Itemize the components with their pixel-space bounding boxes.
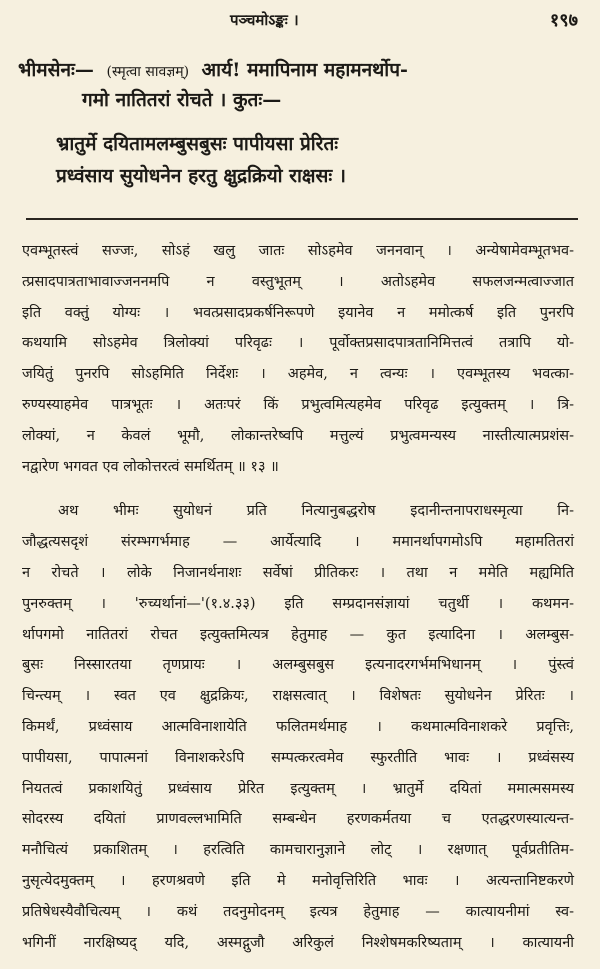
commentary-line: पापीयसा, पापात्मनां विनाशकरेऽपि सम्पत्करत्वमेव स्फुरतीति भावः । प्रध्वंसस्य	[22, 749, 574, 766]
verse-line: प्रध्वंसाय सुयोधनेन हरतु क्षुद्रक्रियो राक्षसः ।	[56, 165, 346, 187]
page-number: १९७	[549, 10, 578, 31]
commentary-line: किमर्थं, प्रध्वंसाय आत्मविनाशायेति फलितमर्थमाह । कथमात्मविनाशकरे प्रवृत्तिः,	[22, 718, 574, 735]
commentary-line: भगिनीं नारक्षिष्यद् यदि, अस्मद्गुजौ अरिकुलं निश्शेषमकरिष्यताम् । कात्यायनी	[22, 934, 574, 951]
commentary-line: न रोचते । लोके निजानर्थनाशः सर्वेषां प्रीतिकरः । तथा न ममेति मह्यमिति	[22, 564, 574, 581]
commentary-line: नियतत्वं प्रकाशयितुं प्रध्वंसाय प्रेरित इत्युक्तम् । भ्रातुर्मे दयितां ममात्मसमस्य	[22, 780, 574, 797]
commentary-line: चिन्त्यम् । स्वत एव क्षुद्रक्रियः, राक्षसत्वात् । विशेषतः सुयोधनेन प्रेरितः ।	[22, 688, 574, 705]
commentary-line: इति वक्तुं योग्यः । भवत्प्रसादप्रकर्षनिरूपणे इयानेव न ममोत्कर्ष इति पुनरपि	[22, 304, 574, 321]
commentary-line: कथयामि सोऽहमेव त्रिलोक्यां परिवृढः । पूर्वोक्तप्रसादपात्रतानिमित्तत्वं तत्रापि यो-	[22, 335, 574, 352]
divider-rule	[26, 218, 578, 220]
verse-block	[18, 56, 588, 192]
commentary-line: प्रतिषेधस्यैवौचित्यम् । कथं तदनुमोदनम् इत्यत्र हेतुमाह — कात्यायनीमां स्व-	[22, 903, 574, 920]
speech-line-1	[18, 56, 588, 86]
commentary-line: अथ भीमः सुयोधनं प्रति नित्यानुबद्धरोष इदानीन्तनापराधस्मृत्या नि-	[58, 503, 574, 520]
commentary-line: नुसृत्येदमुक्तम् । हरणश्रवणे इति मे मनोवृत्तिरिति भावः । अत्यन्तानिष्टकरणे	[22, 872, 574, 889]
speech-line-2: गमो नातितरां रोचते । कुतः—	[82, 89, 282, 111]
commentary-line: जौद्धत्यसदृशं संरम्भगर्भमाह — आर्येत्यादि । ममानर्थापगमोऽपि महामतितरां	[22, 534, 574, 551]
commentary-line: र्थापगमो नातितरां रोचत इत्युक्तमित्यत्र हेतुमाह — कुत इत्यादिना । अलम्बुस-	[22, 626, 574, 643]
commentary-line: एवम्भूतस्त्वं सज्जः, सोऽहं खलु जातः सोऽहमेव जननवान् । अन्येषामेवम्भूतभव-	[22, 243, 574, 259]
speaker-name: भीमसेनः—	[18, 59, 94, 81]
verse-lines	[18, 128, 588, 192]
commentary-line: लोक्यां, न केवलं भूमौ, लोकान्तरेष्वपि मत्तुल्यं प्रभुत्वमन्यस्य नास्तीत्यात्मप्रशंस-	[22, 427, 574, 444]
commentary-line: बुसः निस्सारतया तृणप्रायः । अलम्बुसबुस इत्यनादरगर्भमभिधानम् । पुंस्त्वं	[22, 657, 574, 674]
running-title: पञ्चमोऽङ्कः ।	[230, 11, 299, 29]
commentary-paragraph-1	[22, 236, 574, 482]
speech-text-1: आर्य! ममापिनाम महामनर्थोप-	[201, 59, 408, 81]
commentary-line: पुनरुक्तम् । 'रुच्यर्थानां—'(१.४.३३) इति सम्प्रदानसंज्ञायां चतुर्थी । कथमन-	[22, 595, 574, 612]
commentary-line: मनौचित्यं प्रकाशितम् । हरत्विति कामचारानुज्ञाने लोट् । रक्षणात् पूर्वप्रतीतिम-	[22, 842, 574, 859]
commentary-line: नद्वारेण भगवत एव लोकोत्तरत्वं समर्थितम् ॥ १३ ॥	[22, 458, 279, 475]
verse-line: भ्रातुर्मे दयितामलम्बुसबुसः पापीयसा प्रेरितः	[56, 133, 339, 155]
stage-direction: (स्मृत्वा सावज्ञम्)	[106, 64, 190, 80]
commentary	[22, 236, 574, 958]
commentary-line: जयितुं पुनरपि सोऽहमिति निर्देशः । अहमेव, न त्वन्यः । एवम्भूतस्य भवत्का-	[22, 366, 574, 383]
commentary-line: सोदरस्य दयितां प्राणवल्लभामिति सम्बन्धेन हरणकर्मतया च एतद्धरणस्यात्यन्त-	[22, 811, 574, 828]
commentary-line: त्प्रसादपात्रताभावाज्जननमपि न वस्तुभूतम् । अतोऽहमेव सफलजन्मत्वाज्जात	[22, 273, 574, 290]
commentary-line: रुण्यस्याहमेव पात्रभूतः । अतःपरं किं प्रभुत्वमित्यहमेव परिवृढ इत्युक्तम् । त्रि-	[22, 396, 574, 413]
commentary-paragraph-2	[22, 496, 574, 958]
page-header	[0, 6, 600, 34]
